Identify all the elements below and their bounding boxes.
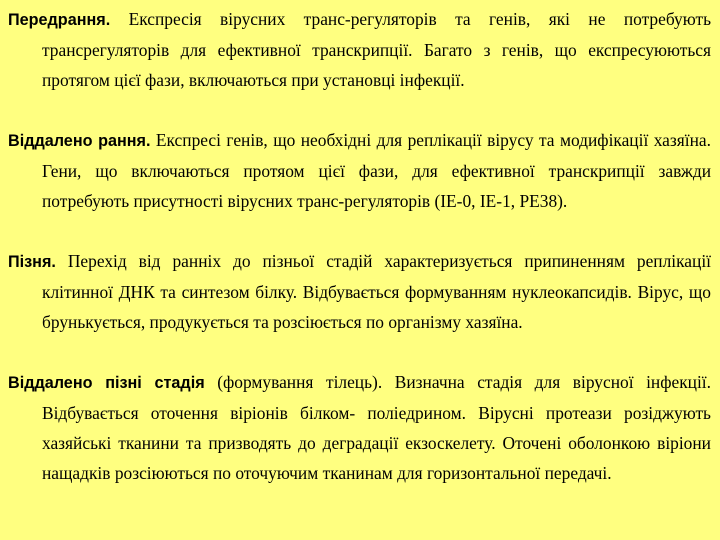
paragraph-delayed-early <box>8 125 711 216</box>
paragraph-preearly <box>8 4 711 95</box>
text-delayed-early: Експресі генів, що необхідні для реплікації вірусу та модифікації хазяїна. Гени, що включаються протяом цієї фази, для ефективної транскрипції завжди потребують присутності вірусних транс-регуляторів (ІЕ-0, ІЕ-1, РЕ38). <box>42 130 711 211</box>
text-preearly: Експресія вірусних транс-регуляторів та генів, які не потребують трансрегуляторів для ефективної транскрипції. Багато з генів, що експресуюються протягом цієї фази, включаються при установці інфекції. <box>42 9 711 90</box>
term-very-late: Віддалено пізні стадія <box>8 374 205 392</box>
paragraph-late <box>8 246 711 337</box>
text-very-late: (формування тілець). Визначна стадія для вірусної інфекції. Відбувається оточення віріонів білком- поліедрином. Вірусні протеази розіджують хазяйські тканини та призводять до деградації екзоскелету. Оточені оболонкою віріони нащадків розсіюються по оточуючим тканинам для горизонтальної передачі. <box>42 372 711 483</box>
term-late: Пізня. <box>8 253 56 271</box>
text-late: Перехід від ранніх до пізньої стадій характеризується припиненням реплікації клітинної ДНК та синтезом білку. Відбувається формуванням нуклеокапсидів. Вірус, що брунькується, продукується та розсіюється по організму хазяїна. <box>42 251 711 332</box>
term-delayed-early: Віддалено рання. <box>8 132 151 150</box>
term-preearly: Передрання. <box>8 11 111 29</box>
paragraph-very-late <box>8 367 711 488</box>
